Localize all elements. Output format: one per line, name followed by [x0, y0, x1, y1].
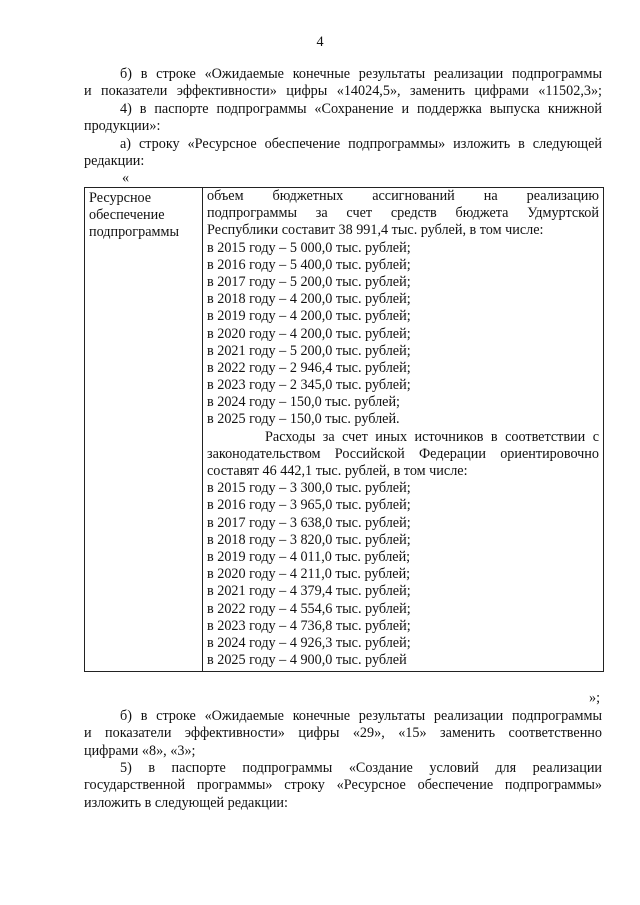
other-year-line: в 2024 году – 4 926,3 тыс. рублей; [207, 634, 411, 651]
paragraph-b-results [84, 66, 602, 101]
opening-quote: « [122, 170, 130, 186]
text-line: б) в строке «Ожидаемые конечные результаты реализации подпрограммы [120, 66, 602, 82]
other-year-line: в 2023 году – 4 736,8 тыс. рублей; [207, 617, 411, 634]
budget-year-line: в 2019 году – 4 200,0 тыс. рублей; [207, 308, 411, 325]
table-row [85, 188, 604, 672]
budget-intro-line: подпрограммы за счет средств бюджета Удмуртской [207, 205, 599, 222]
other-intro-line: составят 46 442,1 тыс. рублей, в том числе: [207, 463, 468, 479]
label-line: Ресурсное [89, 190, 152, 206]
budget-year-line: в 2021 году – 5 200,0 тыс. рублей; [207, 342, 411, 359]
text-line: а) строку «Ресурсное обеспечение подпрограммы» изложить в следующей [120, 136, 602, 152]
label-line: подпрограммы [89, 224, 179, 240]
budget-year-line: в 2025 году – 150,0 тыс. рублей. [207, 411, 400, 428]
other-year-line: в 2018 году – 3 820,0 тыс. рублей; [207, 531, 411, 548]
other-year-line: в 2020 году – 4 211,0 тыс. рублей; [207, 566, 411, 583]
other-year-line: в 2022 году – 4 554,6 тыс. рублей; [207, 600, 411, 617]
budget-intro-line: Республики составит 38 991,4 тыс. рублей, в том числе: [207, 222, 544, 239]
resource-label-cell [85, 188, 203, 672]
other-intro-line: Расходы за счет иных источников в соответствии с [265, 428, 599, 445]
text-line: и показатели эффективности» цифры «14024,5», заменить цифрами «11502,3»; [84, 83, 602, 100]
other-year-line: в 2025 году – 4 900,0 тыс. рублей [207, 652, 407, 669]
paragraph-b-indicators [84, 708, 602, 760]
other-year-line: в 2015 году – 3 300,0 тыс. рублей; [207, 480, 411, 497]
budget-year-line: в 2017 году – 5 200,0 тыс. рублей; [207, 273, 411, 290]
other-year-line: в 2017 году – 3 638,0 тыс. рублей; [207, 514, 411, 531]
paragraph-5-passport [84, 760, 602, 812]
closing-quote: »; [589, 690, 601, 706]
budget-year-line: в 2022 году – 2 946,4 тыс. рублей; [207, 359, 411, 376]
text-line: изложить в следующей редакции: [84, 794, 288, 811]
budget-year-line: в 2023 году – 2 345,0 тыс. рублей; [207, 377, 411, 394]
page-number: 4 [316, 34, 324, 50]
paragraph-4-passport [84, 101, 602, 136]
text-line: и показатели эффективности» цифры «29», «15» заменить соответственно [84, 725, 602, 742]
resource-value-cell [203, 188, 604, 672]
text-line: 5) в паспорте подпрограммы «Создание условий для реализации [120, 760, 602, 776]
other-year-line: в 2016 году – 3 965,0 тыс. рублей; [207, 497, 411, 514]
label-line: обеспечение [89, 207, 165, 223]
budget-year-line: в 2020 году – 4 200,0 тыс. рублей; [207, 325, 411, 342]
budget-year-line: в 2018 году – 4 200,0 тыс. рублей; [207, 291, 411, 308]
text-line: 4) в паспорте подпрограммы «Сохранение и поддержка выпуска книжной [120, 101, 602, 117]
text-line: государственной программы» строку «Ресурсное обеспечение подпрограммы» [84, 777, 602, 794]
budget-intro-line: объем бюджетных ассигнований на реализацию [207, 188, 599, 204]
other-intro-line: законодательством Российской Федерации ориентировочно [207, 445, 599, 462]
budget-year-line: в 2016 году – 5 400,0 тыс. рублей; [207, 256, 411, 273]
text-line: редакции: [84, 153, 145, 170]
text-line: цифрами «8», «3»; [84, 742, 196, 759]
text-line: б) в строке «Ожидаемые конечные результаты реализации подпрограммы [120, 708, 602, 724]
text-line: продукции»: [84, 118, 161, 135]
other-year-line: в 2019 году – 4 011,0 тыс. рублей; [207, 548, 411, 565]
other-year-line: в 2021 году – 4 379,4 тыс. рублей; [207, 583, 411, 600]
budget-year-line: в 2024 году – 150,0 тыс. рублей; [207, 394, 400, 411]
resource-table [84, 187, 604, 672]
paragraph-a-resource [84, 136, 602, 171]
budget-year-line: в 2015 году – 5 000,0 тыс. рублей; [207, 239, 411, 256]
